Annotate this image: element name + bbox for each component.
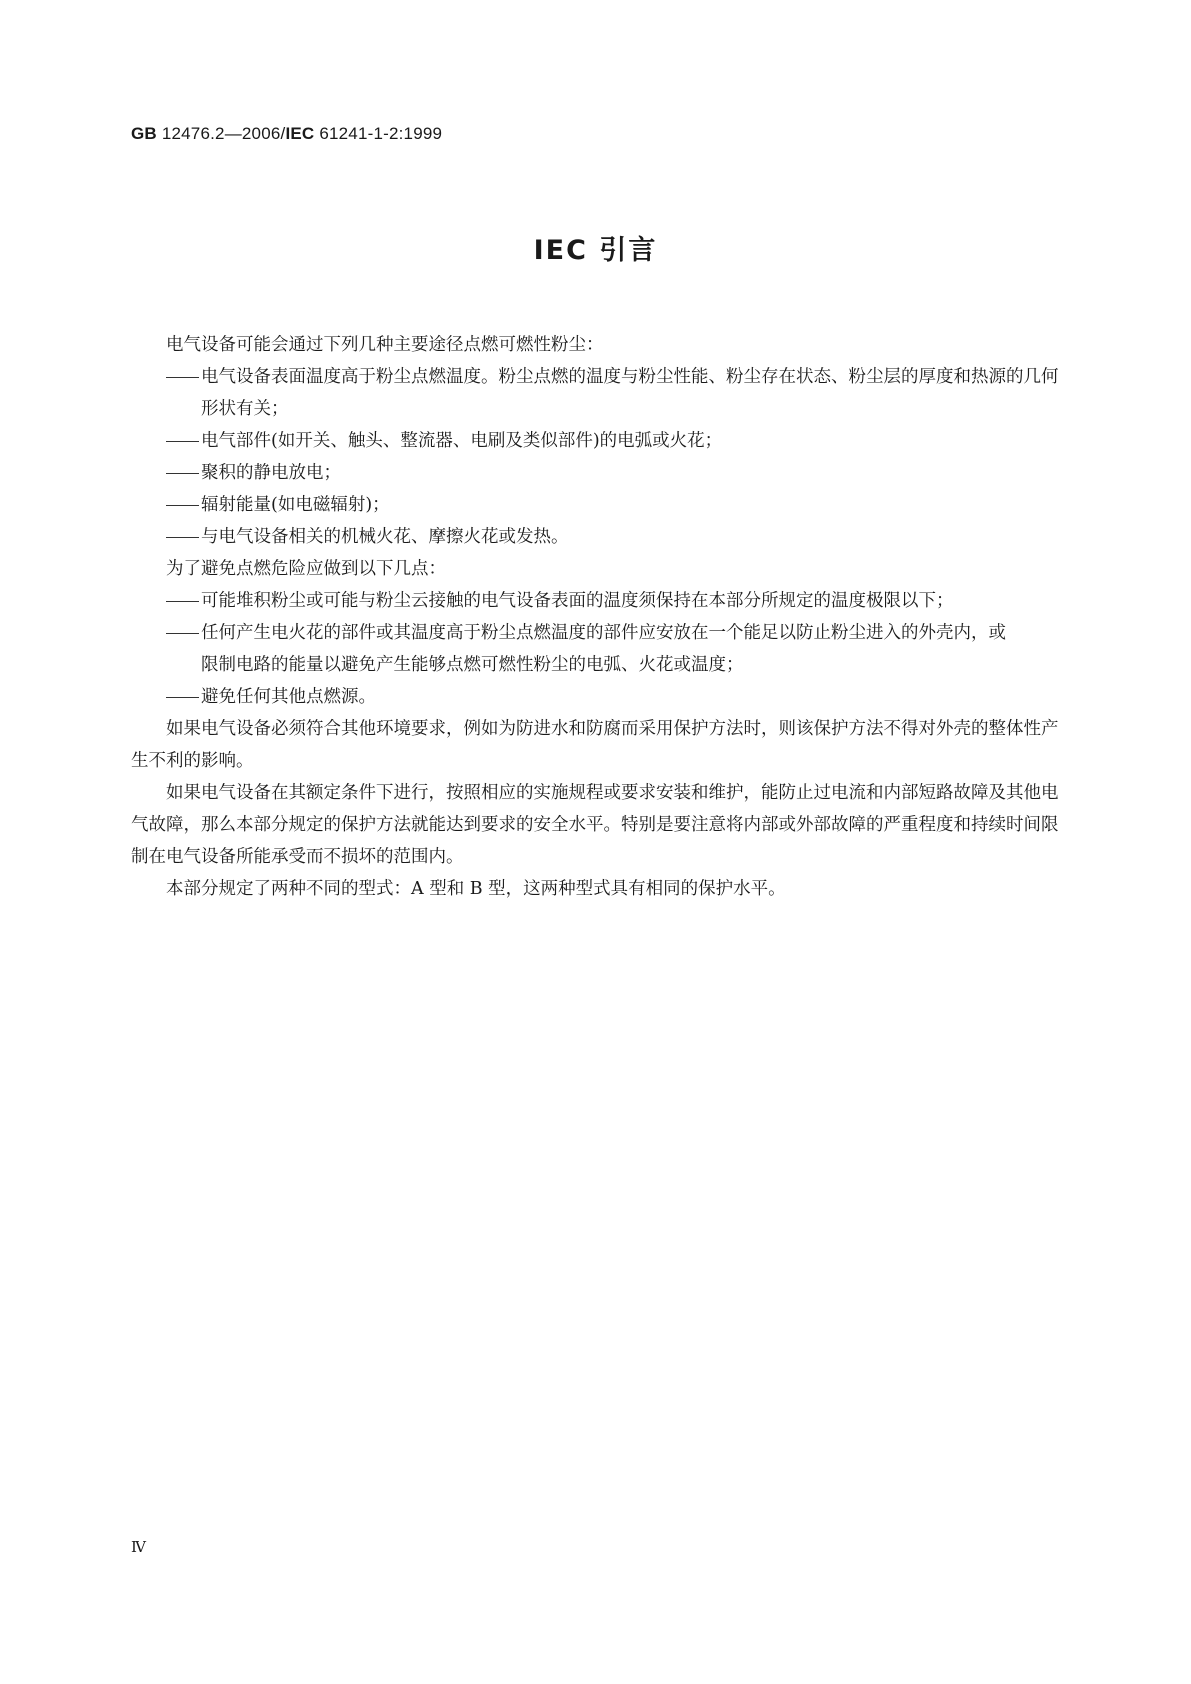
dash-marker bbox=[166, 681, 201, 713]
std-gb-number: 12476.2—2006/ bbox=[161, 124, 286, 143]
dash-marker bbox=[166, 489, 201, 521]
dash-marker bbox=[166, 521, 201, 553]
list-item-text: 任何产生电火花的部件或其温度高于粉尘点燃温度的部件应安放在一个能足以防止粉尘进入的外壳内，或 bbox=[201, 623, 1006, 643]
list-item bbox=[131, 425, 1061, 457]
std-iec-label: IEC bbox=[285, 124, 315, 143]
list-item-text: 与电气设备相关的机械火花、摩擦火花或发热。 bbox=[201, 527, 569, 547]
rated-conditions-paragraph: 如果电气设备在其额定条件下进行，按照相应的实施规程或要求安装和维护，能防止过电流和内部短路故障及其他电气故障，那么本部分规定的保护方法就能达到要求的安全水平。特别是要注意将内部或外部故障的严重程度和持续时间限制在电气设备所能承受而不损坏的范围内。 bbox=[131, 783, 1059, 867]
page-title: IEC 引言 bbox=[533, 235, 658, 266]
page-number: Ⅳ bbox=[131, 1538, 146, 1556]
list-item bbox=[131, 457, 1061, 489]
dash-marker bbox=[166, 425, 201, 457]
intro-paragraph: 电气设备可能会通过下列几种主要途径点燃可燃性粉尘： bbox=[166, 335, 604, 355]
document-body bbox=[131, 329, 1061, 905]
list-item-text: 电气设备表面温度高于粉尘点燃温度。粉尘点燃的温度与粉尘性能、粉尘存在状态、粉尘层的厚度和热源的几何形状有关； bbox=[201, 367, 1059, 419]
list-item bbox=[131, 361, 1061, 425]
list-item-text: 电气部件(如开关、触头、整流器、电刷及类似部件)的电弧或火花； bbox=[201, 431, 723, 451]
list-item-text: 辐射能量(如电磁辐射)； bbox=[201, 495, 390, 515]
environment-paragraph: 如果电气设备必须符合其他环境要求，例如为防进水和防腐而采用保护方法时，则该保护方法不得对外壳的整体性产生不利的影响。 bbox=[131, 719, 1059, 771]
dash-marker bbox=[166, 361, 201, 393]
list-item bbox=[131, 585, 1061, 617]
list-item bbox=[131, 521, 1061, 553]
standard-number bbox=[131, 124, 442, 144]
std-iec-number: 61241-1-2:1999 bbox=[319, 124, 443, 143]
list-item bbox=[131, 617, 1061, 649]
list-item-continuation: 限制电路的能量以避免产生能够点燃可燃性粉尘的电弧、火花或温度； bbox=[201, 655, 744, 675]
list-item-text: 可能堆积粉尘或可能与粉尘云接触的电气设备表面的温度须保持在本部分所规定的温度极限以下； bbox=[201, 591, 954, 611]
types-paragraph: 本部分规定了两种不同的型式：A 型和 B 型，这两种型式具有相同的保护水平。 bbox=[166, 879, 786, 899]
list-item bbox=[131, 489, 1061, 521]
dash-marker bbox=[166, 457, 201, 489]
list-item-text: 聚积的静电放电； bbox=[201, 463, 341, 483]
dash-marker bbox=[166, 585, 201, 617]
dash-marker bbox=[166, 617, 201, 649]
list-item bbox=[131, 681, 1061, 713]
avoid-intro-paragraph: 为了避免点燃危险应做到以下几点： bbox=[166, 559, 446, 579]
list-item-text: 避免任何其他点燃源。 bbox=[201, 687, 376, 707]
std-gb-label: GB bbox=[131, 124, 157, 143]
